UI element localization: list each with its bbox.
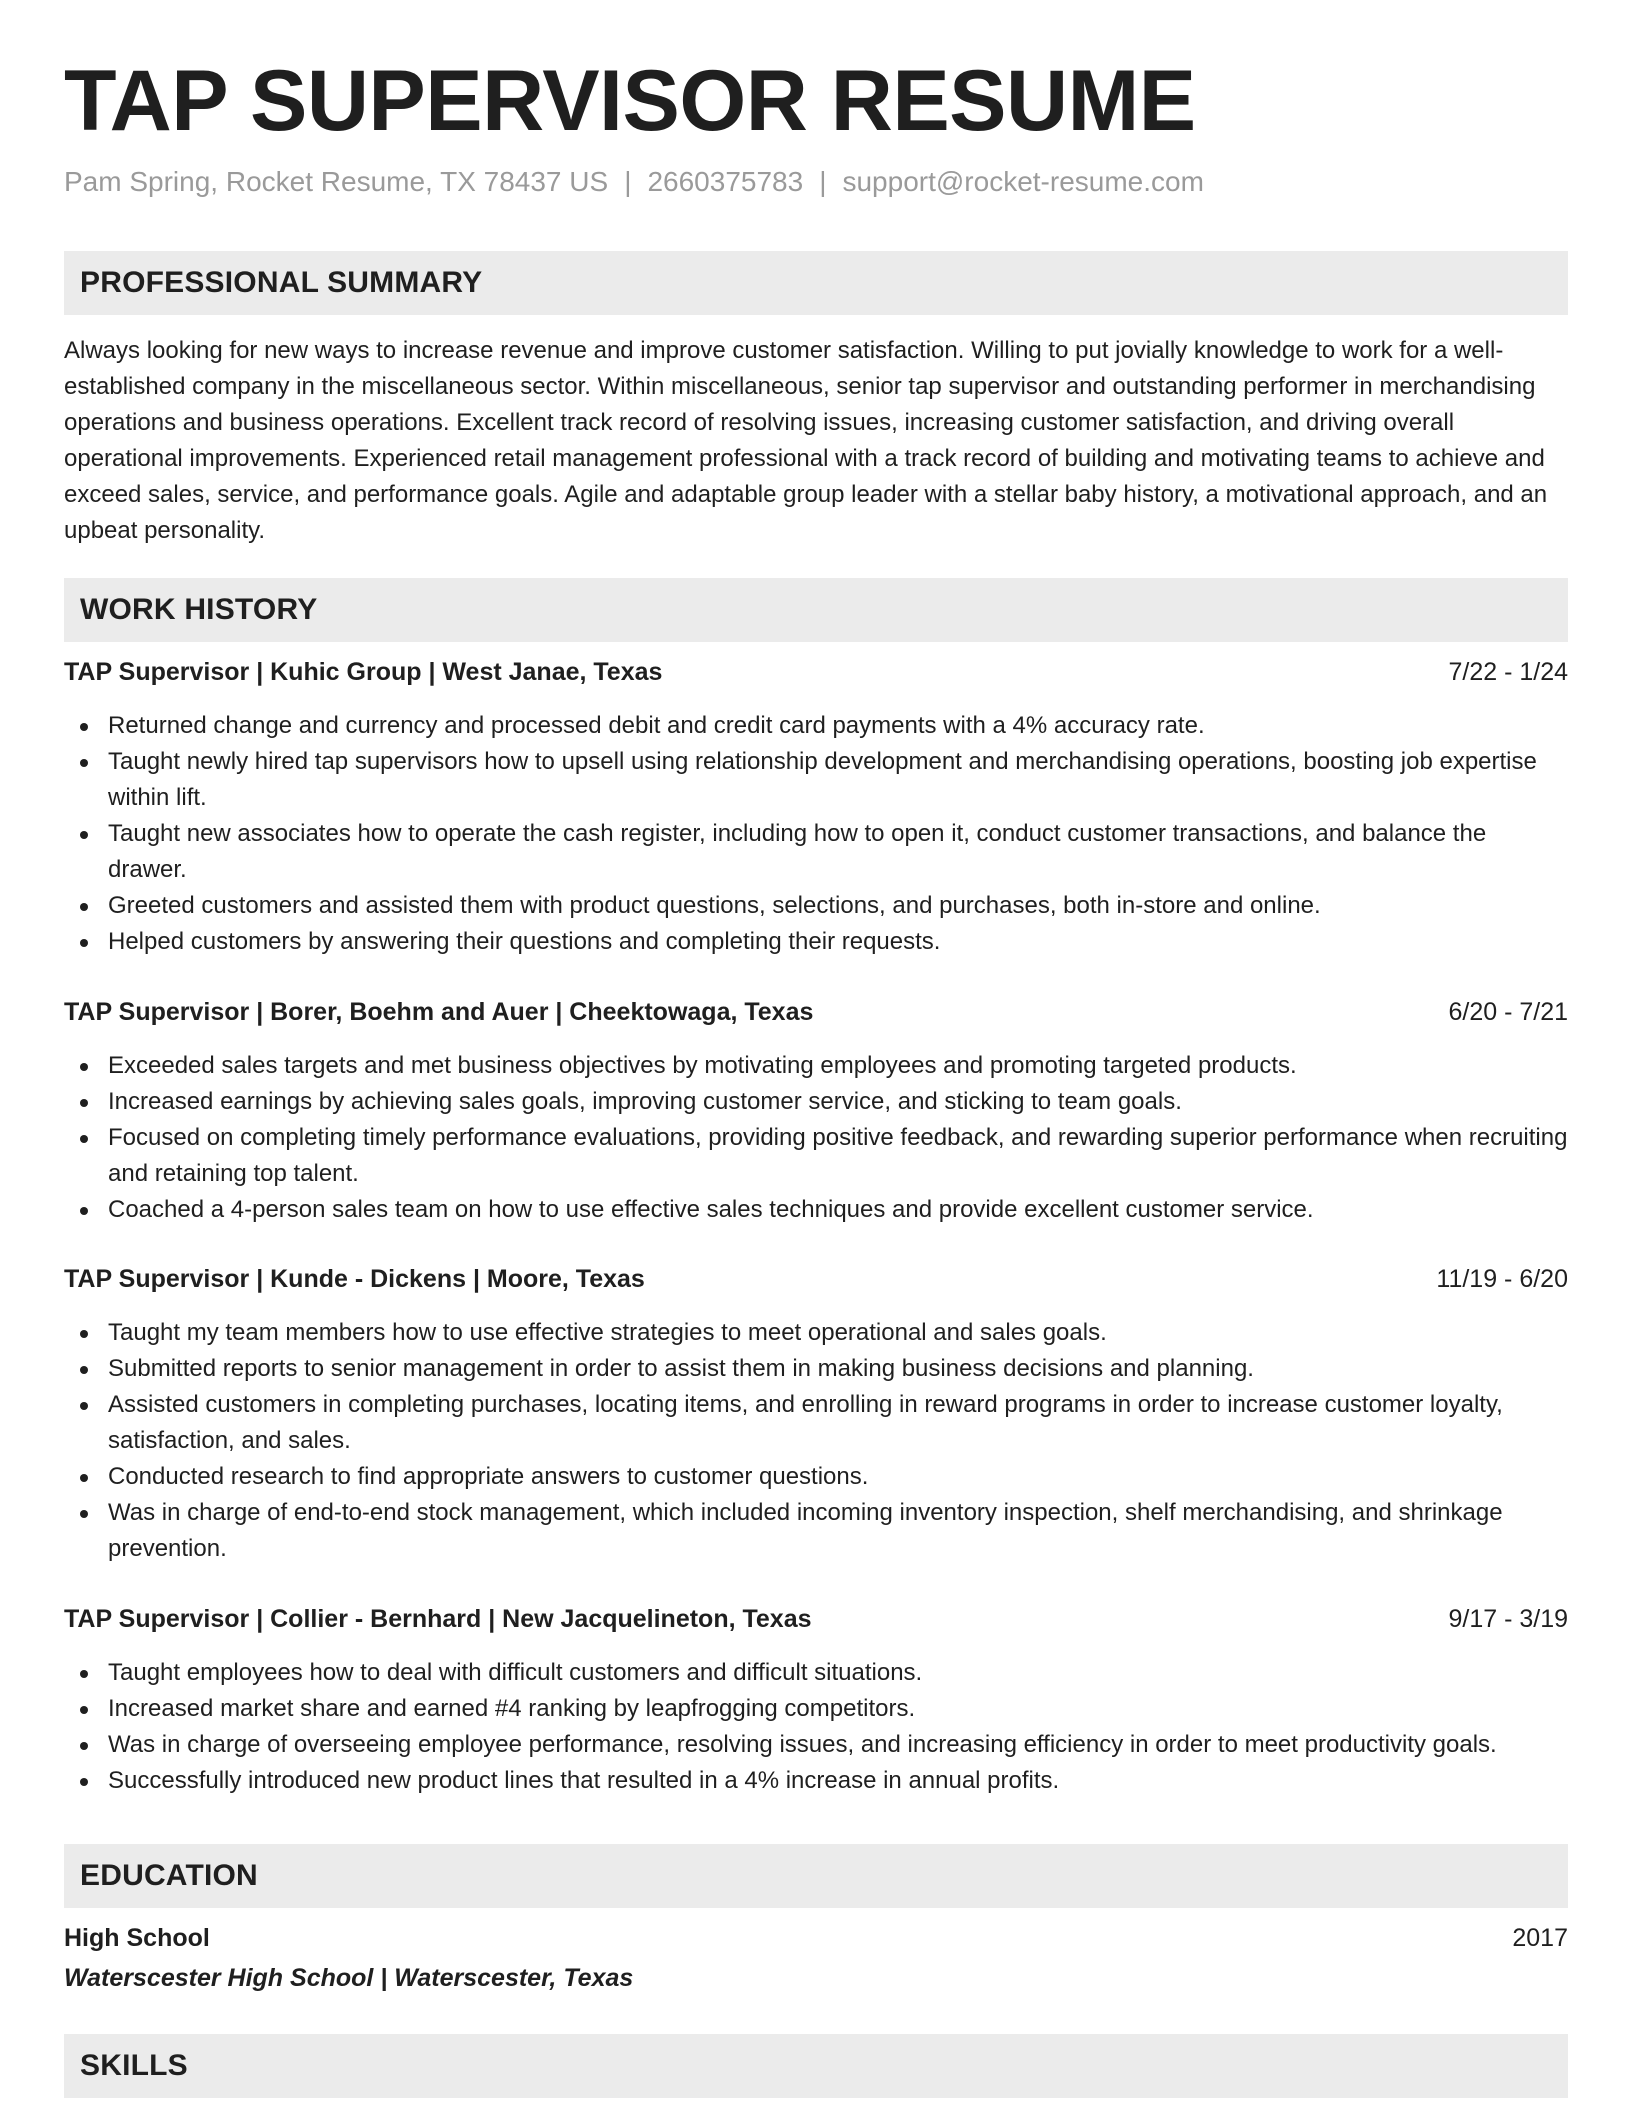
section-header-work-history (64, 578, 1568, 642)
bullet-text: Assisted customers in completing purchases, locating items, and enrolling in reward programs in order to increase customer loyalty, satisfaction, and sales. (108, 1391, 1503, 1454)
job-bullet (64, 1691, 1568, 1727)
contact-separator: | (819, 166, 827, 197)
job-bullets (64, 1655, 1568, 1799)
job-bullet (64, 1727, 1568, 1763)
education-entry (64, 1924, 1568, 1993)
bullet-text: Increased market share and earned #4 ranking by leapfrogging competitors. (108, 1695, 916, 1722)
job-bullet (64, 924, 1568, 960)
contact-separator: | (624, 166, 632, 197)
job-entry (64, 658, 1568, 960)
bullet-dot (80, 1330, 88, 1338)
job-dates: 9/17 - 3/19 (1448, 1605, 1568, 1633)
bullet-text: Taught new associates how to operate the cash register, including how to open it, conduct customer transactions, and balance the drawer. (108, 820, 1487, 883)
job-header (64, 1605, 1568, 1641)
professional-summary: Always looking for new ways to increase revenue and improve customer satisfaction. Willing to put jovially knowledge to work for a well-established company in the miscellaneous sector. Within miscellaneous, senior tap supervisor and outstanding performer in merchandising operations and business operations. Excellent track record of resolving issues, increasing customer satisfaction, and driving overall operational improvements. Experienced retail management professional with a track record of building and motivating teams to achieve and exceed sales, service, and performance goals. Agile and adaptable group leader with a stellar baby history, a motivational approach, and an upbeat personality. (64, 337, 1548, 544)
job-dates: 7/22 - 1/24 (1448, 658, 1568, 686)
job-bullets (64, 1315, 1568, 1567)
job-bullets (64, 1048, 1568, 1228)
section-title: EDUCATION (80, 1859, 258, 1892)
section-header-education (64, 1844, 1568, 1908)
job-title: TAP Supervisor | Collier - Bernhard | New Jacquelineton, Texas (64, 1605, 812, 1633)
job-header (64, 998, 1568, 1034)
bullet-dot (80, 1099, 88, 1107)
job-entry (64, 1605, 1568, 1799)
job-bullet (64, 1351, 1568, 1387)
job-bullet (64, 1763, 1568, 1799)
bullet-text: Taught employees how to deal with difficult customers and difficult situations. (108, 1659, 923, 1686)
bullet-dot (80, 1366, 88, 1374)
bullet-text: Focused on completing timely performance evaluations, providing positive feedback, and rewarding superior performance when recruiting and retaining top talent. (108, 1124, 1568, 1187)
job-bullet (64, 744, 1568, 816)
bullet-dot (80, 1510, 88, 1518)
contact-address: Pam Spring, Rocket Resume, TX 78437 US (64, 166, 609, 197)
bullet-dot (80, 903, 88, 911)
bullet-text: Conducted research to find appropriate answers to customer questions. (108, 1463, 869, 1490)
job-bullet (64, 1387, 1568, 1459)
section-title: PROFESSIONAL SUMMARY (80, 266, 483, 299)
contact-line (64, 166, 1204, 198)
section-title: SKILLS (80, 2049, 188, 2082)
bullet-dot (80, 1778, 88, 1786)
bullet-text: Exceeded sales targets and met business objectives by motivating employees and promoting targeted products. (108, 1052, 1297, 1079)
job-bullet (64, 1120, 1568, 1192)
bullet-dot (80, 939, 88, 947)
education-header (64, 1924, 1568, 1962)
bullet-dot (80, 723, 88, 731)
job-bullet (64, 816, 1568, 888)
bullet-dot (80, 1742, 88, 1750)
bullet-dot (80, 831, 88, 839)
bullet-text: Increased earnings by achieving sales goals, improving customer service, and sticking to team goals. (108, 1088, 1182, 1115)
job-bullet (64, 1084, 1568, 1120)
job-dates: 6/20 - 7/21 (1448, 998, 1568, 1026)
job-bullet (64, 1459, 1568, 1495)
job-entry (64, 998, 1568, 1228)
bullet-text: Taught my team members how to use effective strategies to meet operational and sales goals. (108, 1319, 1107, 1346)
job-bullet (64, 1495, 1568, 1567)
bullet-text: Taught newly hired tap supervisors how to upsell using relationship development and merchandising operations, boosting job expertise within lift. (108, 748, 1537, 811)
bullet-dot (80, 1135, 88, 1143)
job-title: TAP Supervisor | Kunde - Dickens | Moore, Texas (64, 1265, 645, 1293)
bullet-dot (80, 759, 88, 767)
bullet-text: Coached a 4-person sales team on how to use effective sales techniques and provide excellent customer service. (108, 1196, 1314, 1223)
job-bullet (64, 888, 1568, 924)
job-header (64, 1265, 1568, 1301)
bullet-dot (80, 1706, 88, 1714)
job-bullet (64, 1048, 1568, 1084)
bullet-text: Greeted customers and assisted them with product questions, selections, and purchases, both in-store and online. (108, 892, 1321, 919)
education-degree: High School (64, 1924, 210, 1952)
job-bullets (64, 708, 1568, 960)
job-title: TAP Supervisor | Borer, Boehm and Auer | Cheektowaga, Texas (64, 998, 814, 1026)
contact-email: support@rocket-resume.com (842, 166, 1204, 197)
job-bullet (64, 1315, 1568, 1351)
bullet-dot (80, 1402, 88, 1410)
bullet-text: Submitted reports to senior management in order to assist them in making business decisions and planning. (108, 1355, 1254, 1382)
contact-phone: 2660375783 (647, 166, 804, 197)
job-title: TAP Supervisor | Kuhic Group | West Janae, Texas (64, 658, 663, 686)
section-header-skills (64, 2034, 1568, 2098)
job-entry (64, 1265, 1568, 1567)
job-header (64, 658, 1568, 694)
section-title: WORK HISTORY (80, 593, 318, 626)
education-year: 2017 (1512, 1924, 1568, 1952)
bullet-dot (80, 1474, 88, 1482)
job-bullet (64, 708, 1568, 744)
job-bullet (64, 1655, 1568, 1691)
bullet-dot (80, 1670, 88, 1678)
bullet-text: Successfully introduced new product lines that resulted in a 4% increase in annual profits. (108, 1767, 1060, 1794)
bullet-text: Was in charge of end-to-end stock management, which included incoming inventory inspection, shelf merchandising, and shrinkage prevention. (108, 1499, 1503, 1562)
job-bullet (64, 1192, 1568, 1228)
bullet-text: Returned change and currency and processed debit and credit card payments with a 4% accuracy rate. (108, 712, 1205, 739)
resume-title: TAP SUPERVISOR RESUME (64, 53, 1196, 149)
bullet-text: Was in charge of overseeing employee performance, resolving issues, and increasing efficiency in order to meet productivity goals. (108, 1731, 1497, 1758)
job-dates: 11/19 - 6/20 (1436, 1265, 1568, 1293)
education-school: Waterscester High School | Waterscester, Texas (64, 1964, 634, 1992)
bullet-dot (80, 1207, 88, 1215)
section-header-summary (64, 251, 1568, 315)
bullet-text: Helped customers by answering their questions and completing their requests. (108, 928, 941, 955)
bullet-dot (80, 1063, 88, 1071)
